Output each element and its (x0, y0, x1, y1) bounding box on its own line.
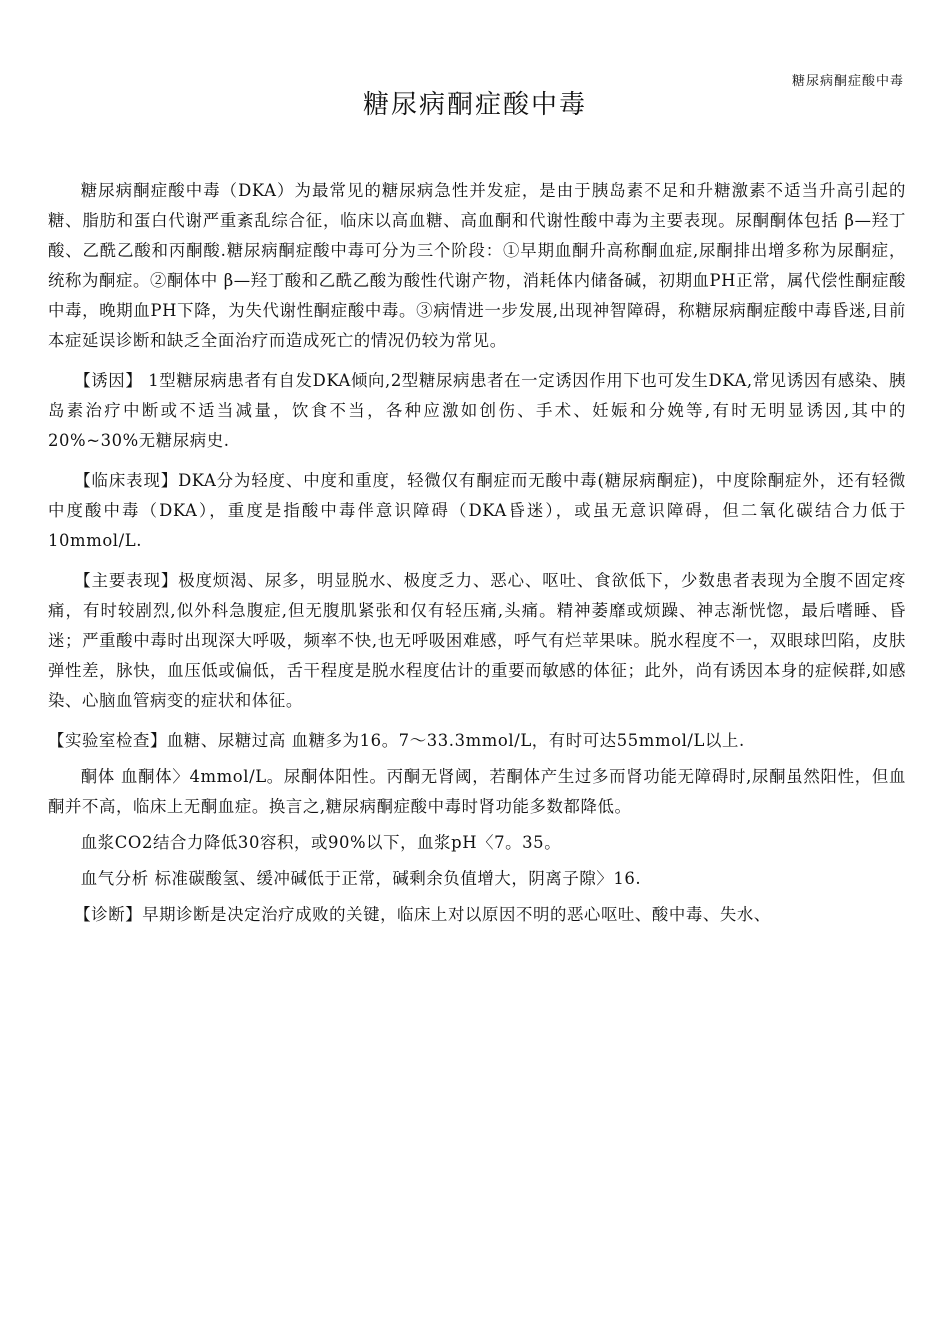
paragraph-co2: 血浆CO2结合力降低30容积，或90%以下，血浆pH〈7。35。 (80, 833, 562, 852)
paragraph-blood-gas: 血气分析 标准碳酸氢、缓冲碱低于正常，碱剩余负值增大，阴离子隙〉16. (80, 869, 642, 888)
running-header: 糖尿病酮症酸中毒 (791, 74, 904, 89)
paragraph-clinical: 【临床表现】DKA分为轻度、中度和重度，轻微仅有酮症而无酸中毒(糖尿病酮症)，中度除酮症外，还有轻微中度酸中毒（DKA），重度是指酸中毒伴意识障碍（DKA昏迷），或虽无意识障碍，但二氧化碳结合力低于10mmol/L. (48, 471, 906, 550)
paragraph-causes: 【诱因】 1型糖尿病患者有自发DKA倾向,2型糖尿病患者在一定诱因作用下也可发生DKA,常见诱因有感染、胰岛素治疗中断或不适当减量，饮食不当，各种应激如创伤、手术、妊娠和分娩等,有时无明显诱因,其中的20%~30%无糖尿病史. (48, 371, 906, 450)
document-title: 糖尿病酮症酸中毒 (362, 90, 587, 120)
paragraph-diagnosis: 【诊断】早期诊断是决定治疗成败的关键，临床上对以原因不明的恶心呕吐、酸中毒、失水、 (74, 905, 771, 924)
paragraph-intro: 糖尿病酮症酸中毒（DKA）为最常见的糖尿病急性并发症，是由于胰岛素不足和升糖激素不适当升高引起的糖、脂肪和蛋白代谢严重紊乱综合征，临床以高血糖、高血酮和代谢性酸中毒为主要表现。尿酮酮体包括 β—羟丁酸、乙酰乙酸和丙酮酸.糖尿病酮症酸中毒可分为三个阶段：①早期血酮升高称酮血症,尿酮排出增多称为尿酮症，统称为酮症。②酮体中 β—羟丁酸和乙酰乙酸为酸性代谢产物，消耗体内储备碱，初期血PH正常，属代偿性酮症酸中毒，晚期血PH下降，为失代谢性酮症酸中毒。③病情进一步发展,出现神智障碍，称糖尿病酮症酸中毒昏迷,目前本症延误诊断和缺乏全面治疗而造成死亡的情况仍较为常见。 (48, 181, 906, 350)
paragraph-lab-tests: 【实验室检查】血糖、尿糖过高 血糖多为16。7～33.3mmol/L，有时可达55mmol/L以上. (48, 731, 745, 750)
paragraph-ketones: 酮体 血酮体〉4mmol/L。尿酮体阳性。丙酮无肾阈，若酮体产生过多而肾功能无障碍时,尿酮虽然阳性，但血酮并不高，临床上无酮血症。换言之,糖尿病酮症酸中毒时肾功能多数都降低。 (48, 767, 906, 816)
document-body (48, 176, 906, 940)
paragraph-symptoms: 【主要表现】极度烦渴、尿多，明显脱水、极度乏力、恶心、呕吐、食欲低下，少数患者表现为全腹不固定疼痛，有时较剧烈,似外科急腹症,但无腹肌紧张和仅有轻压痛,头痛。精神萎靡或烦躁、神志渐恍惚，最后嗜睡、昏迷；严重酸中毒时出现深大呼吸，频率不快,也无呼吸困难感，呼气有烂苹果味。脱水程度不一，双眼球凹陷，皮肤弹性差，脉快，血压低或偏低，舌干程度是脱水程度估计的重要而敏感的体征；此外，尚有诱因本身的症候群,如感染、心脑血管病变的症状和体征。 (48, 571, 906, 710)
